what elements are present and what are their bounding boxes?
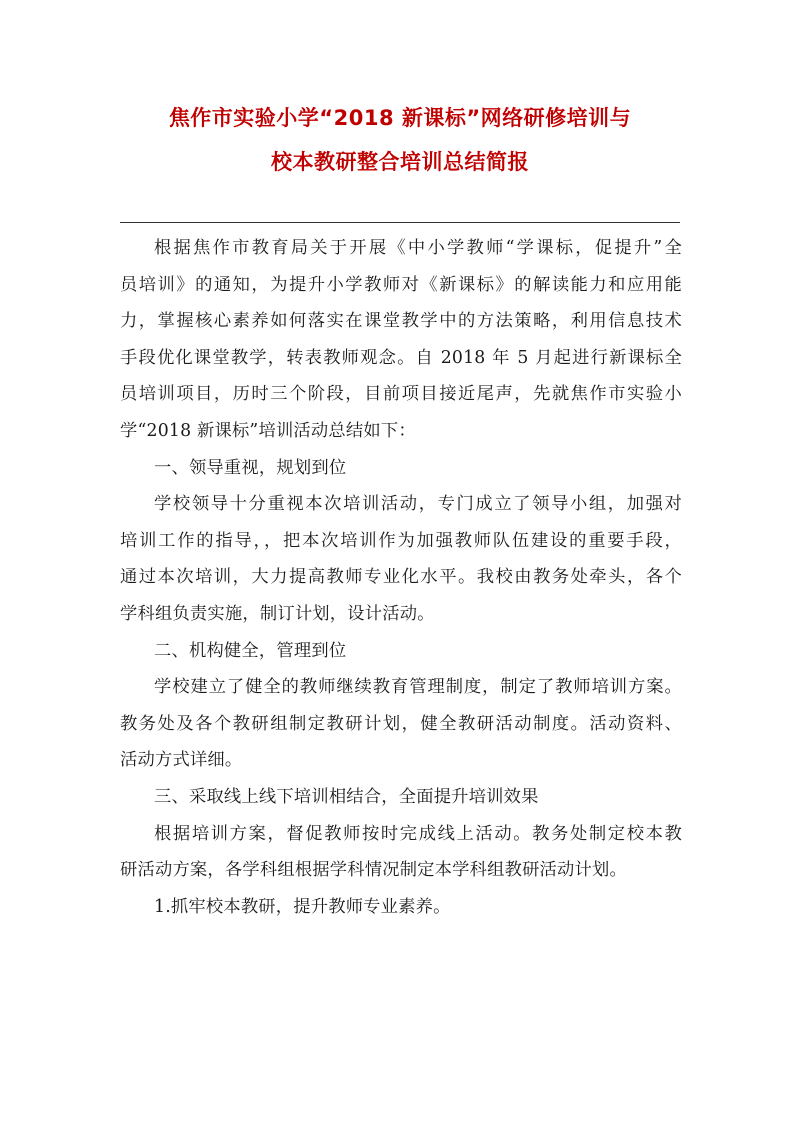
section-heading-2: 二、机构健全，管理到位: [154, 640, 347, 661]
document-title-line-1: 焦作市实验小学“2018 新课标”网络研修培训与: [168, 106, 632, 130]
paragraph-line: 培训工作的指导，，把本次培训作为加强教师队伍建设的重要手段，: [120, 530, 682, 551]
paragraph-line: 员培训》的通知，为提升小学教师对《新课标》的解读能力和应用能: [120, 274, 682, 295]
document-body: [120, 230, 682, 925]
section-heading-3: 三、采取线上线下培训相结合，全面提升培训效果: [154, 786, 539, 807]
document-title-line-2: 校本教研整合培训总结简报: [271, 150, 529, 174]
title-divider: [120, 222, 680, 223]
paragraph-line: 学校建立了健全的教师继续教育管理制度，制定了教师培训方案。: [154, 677, 682, 698]
paragraph-line: 手段优化课堂教学，转表教师观念。自 2018 年 5 月起进行新课标全: [120, 347, 682, 368]
paragraph-line: 员培训项目，历时三个阶段，目前项目接近尾声，先就焦作市实验小: [120, 384, 682, 405]
paragraph-line: 力，掌握核心素养如何落实在课堂教学中的方法策略，利用信息技术: [120, 311, 682, 332]
paragraph-line: 教务处及各个教研组制定教研计划，健全教研活动制度。活动资料、: [120, 713, 682, 734]
paragraph-line: 活动方式详细。: [120, 750, 243, 771]
sub-item-1: 1.抓牢校本教研，提升教师专业素养。: [154, 896, 451, 917]
paragraph-line: 根据焦作市教育局关于开展《中小学教师“学课标，促提升”全: [154, 238, 682, 258]
paragraph-line: 通过本次培训，大力提高教师专业化水平。我校由教务处牵头，各个: [120, 567, 682, 588]
paragraph-line: 学科组负责实施，制订计划，设计活动。: [120, 603, 435, 624]
paragraph-line: 研活动方案，各学科组根据学科情况制定本学科组教研活动计划。: [120, 860, 627, 881]
section-heading-1: 一、领导重视，规划到位: [154, 457, 347, 478]
paragraph-line: 根据培训方案，督促教师按时完成线上活动。教务处制定校本教: [154, 823, 682, 844]
paragraph-line: 学校领导十分重视本次培训活动，专门成立了领导小组，加强对: [154, 494, 682, 515]
paragraph-line: 学“2018 新课标”培训活动总结如下：: [120, 420, 416, 441]
